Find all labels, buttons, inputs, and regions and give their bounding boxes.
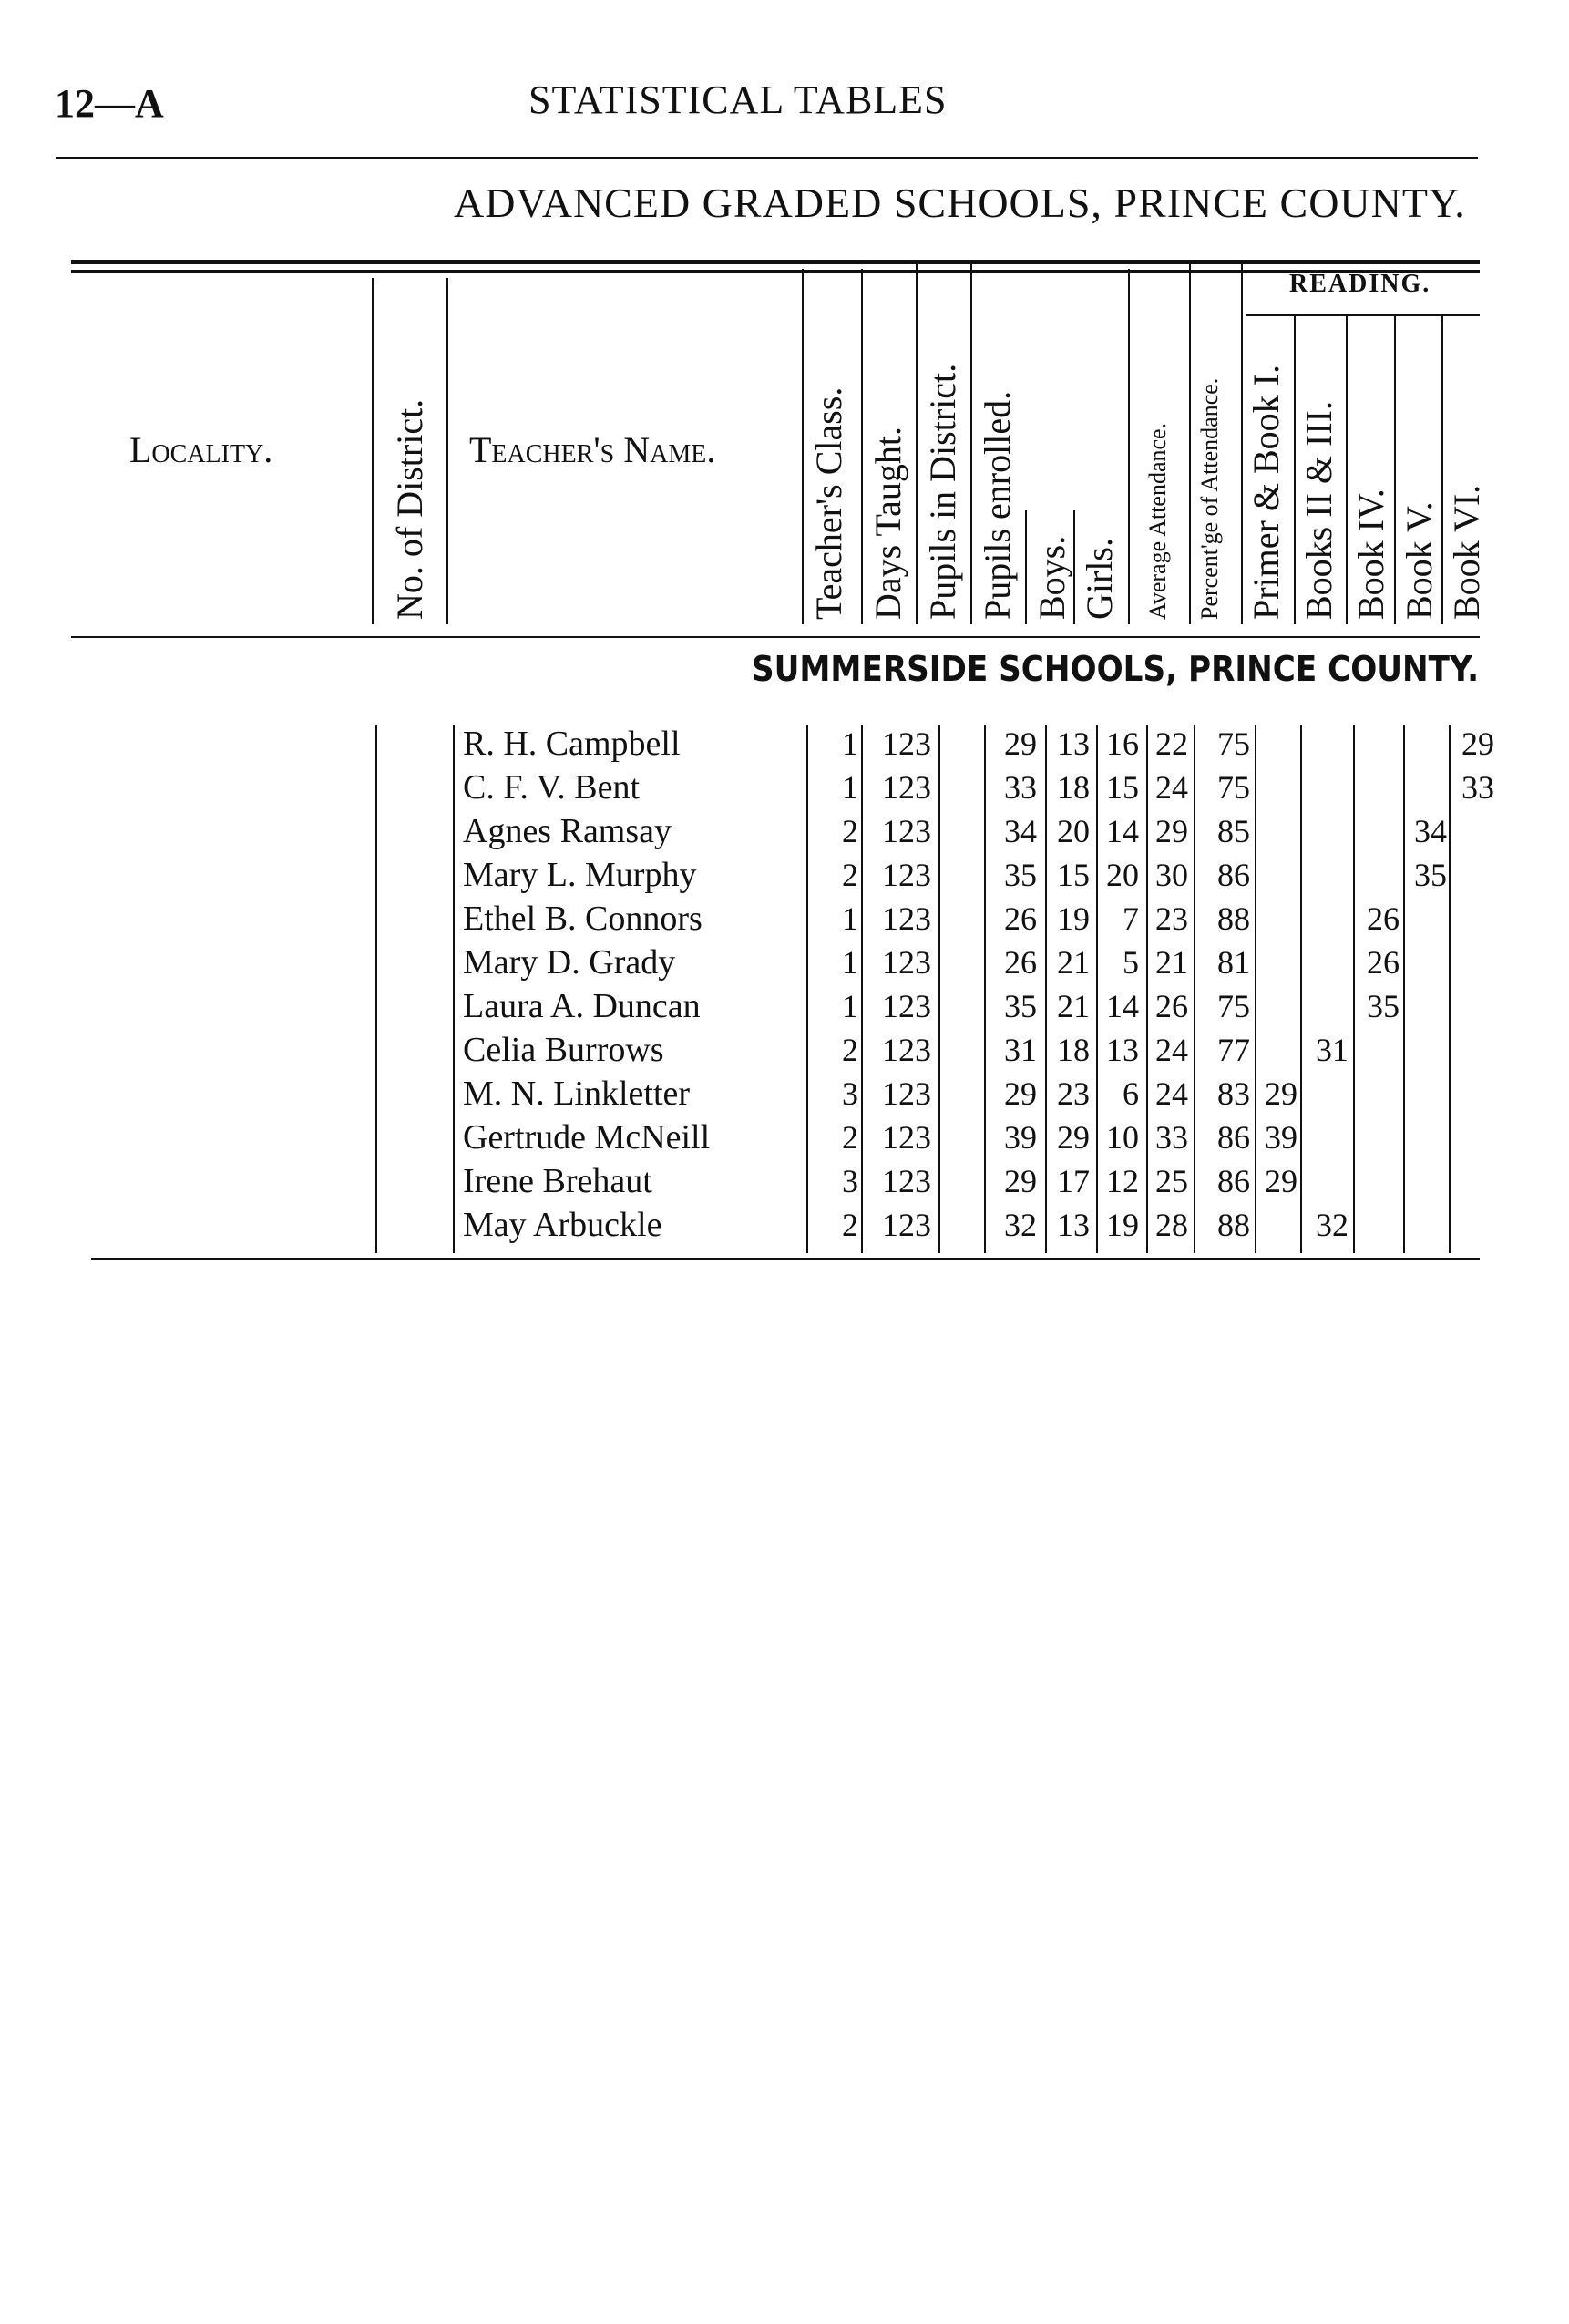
hdr-divider — [1294, 314, 1296, 624]
days-cell: 123 — [882, 1075, 931, 1112]
hdr-divider — [446, 278, 448, 624]
body-divider — [1255, 725, 1256, 1253]
hdr-divider — [970, 260, 972, 624]
header-book-6: Book VI. — [1446, 484, 1487, 620]
avg-cell: 26 — [1155, 988, 1188, 1024]
days-cell: 123 — [882, 1207, 931, 1243]
hdr-divider — [1025, 510, 1027, 624]
days-cell: 123 — [882, 1032, 931, 1068]
body-divider — [984, 725, 986, 1253]
avg-cell: 24 — [1155, 1032, 1188, 1068]
girls-cell: 14 — [1106, 988, 1139, 1024]
days-cell: 123 — [882, 857, 931, 893]
b5-cell: 34 — [1414, 813, 1447, 849]
header-class: Teacher's Class. — [808, 386, 849, 620]
avg-cell: 30 — [1155, 857, 1188, 893]
hdr-divider — [1128, 269, 1130, 624]
boys-cell: 20 — [1057, 813, 1090, 849]
girls-cell: 14 — [1106, 813, 1139, 849]
pct-cell: 77 — [1217, 1032, 1250, 1068]
enrolled-cell: 31 — [1004, 1032, 1037, 1068]
teacher-name-cell: R. H. Campbell — [463, 725, 681, 763]
days-cell: 123 — [882, 769, 931, 806]
pct-cell: 86 — [1217, 1163, 1250, 1199]
header-days: Days Taught. — [867, 427, 908, 620]
teacher-name-cell: Irene Brehaut — [463, 1162, 652, 1200]
header-girls: Girls. — [1079, 538, 1120, 620]
pct-cell: 86 — [1217, 1119, 1250, 1156]
body-divider — [1403, 725, 1405, 1253]
avg-cell: 22 — [1155, 725, 1188, 762]
table-top-rule-2 — [71, 270, 1480, 273]
primer-cell: 39 — [1265, 1119, 1297, 1156]
body-divider — [375, 725, 377, 1253]
class-cell: 3 — [842, 1163, 858, 1199]
pct-cell: 86 — [1217, 857, 1250, 893]
teacher-name-cell: C. F. V. Bent — [463, 768, 641, 807]
avg-cell: 24 — [1155, 1075, 1188, 1112]
body-divider — [1096, 725, 1098, 1253]
girls-cell: 13 — [1106, 1032, 1139, 1068]
class-cell: 1 — [842, 725, 858, 762]
class-cell: 1 — [842, 900, 858, 937]
pct-cell: 75 — [1217, 725, 1250, 762]
boys-cell: 13 — [1057, 725, 1090, 762]
pct-cell: 88 — [1217, 900, 1250, 937]
hdr-divider — [1394, 314, 1396, 624]
body-divider — [1194, 725, 1195, 1253]
primer-cell: 29 — [1265, 1163, 1297, 1199]
girls-cell: 19 — [1106, 1207, 1139, 1243]
days-cell: 123 — [882, 1119, 931, 1156]
avg-cell: 23 — [1155, 900, 1188, 937]
pct-cell: 75 — [1217, 988, 1250, 1024]
b6-cell: 33 — [1461, 769, 1494, 806]
enrolled-cell: 26 — [1004, 900, 1037, 937]
avg-cell: 28 — [1155, 1207, 1188, 1243]
body-divider — [1353, 725, 1355, 1253]
avg-cell: 21 — [1155, 944, 1188, 981]
class-cell: 3 — [842, 1075, 858, 1112]
header-bottom-rule — [71, 636, 1480, 638]
hdr-divider — [1346, 314, 1348, 624]
teacher-name-cell: Mary L. Murphy — [463, 856, 697, 894]
header-avg: Average Attendance. — [1144, 422, 1171, 620]
header-reading: READING. — [1289, 270, 1431, 298]
avg-cell: 33 — [1155, 1119, 1188, 1156]
hdr-divider — [1241, 260, 1243, 624]
b23-cell: 31 — [1316, 1032, 1349, 1068]
class-cell: 1 — [842, 988, 858, 1024]
header-book-5: Book V. — [1399, 501, 1440, 620]
boys-cell: 15 — [1057, 857, 1090, 893]
enrolled-cell: 35 — [1004, 988, 1037, 1024]
teacher-name-cell: Celia Burrows — [463, 1031, 664, 1069]
section-title: SUMMERSIDE SCHOOLS, PRINCE COUNTY. — [752, 649, 1480, 689]
girls-cell: 16 — [1106, 725, 1139, 762]
hdr-divider — [1441, 314, 1443, 624]
enrolled-cell: 29 — [1004, 725, 1037, 762]
boys-cell: 23 — [1057, 1075, 1090, 1112]
hdr-divider — [372, 278, 374, 624]
pct-cell: 81 — [1217, 944, 1250, 981]
header-district: No. of District. — [389, 398, 430, 620]
hdr-divider — [861, 269, 863, 624]
primer-cell: 29 — [1265, 1075, 1297, 1112]
header-boys: Boys. — [1031, 535, 1072, 620]
pct-cell: 85 — [1217, 813, 1250, 849]
girls-cell: 12 — [1106, 1163, 1139, 1199]
teacher-name-cell: Mary D. Grady — [463, 943, 676, 982]
body-divider — [938, 725, 940, 1253]
pct-cell: 83 — [1217, 1075, 1250, 1112]
days-cell: 123 — [882, 988, 931, 1024]
body-divider — [861, 725, 863, 1253]
boys-cell: 18 — [1057, 1032, 1090, 1068]
b4-cell: 26 — [1367, 900, 1400, 937]
avg-cell: 25 — [1155, 1163, 1188, 1199]
header-rule — [56, 157, 1478, 159]
class-cell: 2 — [842, 1032, 858, 1068]
b23-cell: 32 — [1316, 1207, 1349, 1243]
table-bottom-rule — [91, 1258, 1480, 1260]
days-cell: 123 — [882, 944, 931, 981]
class-cell: 1 — [842, 944, 858, 981]
class-cell: 1 — [842, 769, 858, 806]
header-enrolled: Pupils enrolled. — [977, 390, 1018, 620]
girls-cell: 20 — [1106, 857, 1139, 893]
teacher-name-cell: Laura A. Duncan — [463, 987, 701, 1025]
header-pupils-district: Pupils in District. — [922, 363, 963, 620]
avg-cell: 24 — [1155, 769, 1188, 806]
table-title: ADVANCED GRADED SCHOOLS, PRINCE COUNTY. — [454, 180, 1466, 226]
teacher-name-cell: May Arbuckle — [463, 1206, 662, 1244]
class-cell: 2 — [842, 1207, 858, 1243]
girls-cell: 10 — [1106, 1119, 1139, 1156]
enrolled-cell: 34 — [1004, 813, 1037, 849]
enrolled-cell: 33 — [1004, 769, 1037, 806]
body-divider — [453, 725, 455, 1253]
hdr-divider — [802, 269, 804, 624]
enrolled-cell: 39 — [1004, 1119, 1037, 1156]
boys-cell: 19 — [1057, 900, 1090, 937]
days-cell: 123 — [882, 1163, 931, 1199]
teacher-name-cell: M. N. Linkletter — [463, 1075, 691, 1113]
teacher-name-cell: Agnes Ramsay — [463, 812, 672, 850]
boys-cell: 29 — [1057, 1119, 1090, 1156]
enrolled-cell: 29 — [1004, 1163, 1037, 1199]
header-locality: Locality. — [129, 429, 273, 470]
reading-rule — [1246, 314, 1480, 316]
body-divider — [1300, 725, 1302, 1253]
girls-cell: 7 — [1123, 900, 1139, 937]
boys-cell: 18 — [1057, 769, 1090, 806]
class-cell: 2 — [842, 1119, 858, 1156]
body-divider — [1146, 725, 1148, 1253]
pct-cell: 75 — [1217, 769, 1250, 806]
b4-cell: 26 — [1367, 944, 1400, 981]
hdr-divider — [916, 260, 918, 624]
avg-cell: 29 — [1155, 813, 1188, 849]
table-top-rule — [71, 260, 1480, 264]
page-number: 12—A — [55, 81, 164, 126]
girls-cell: 6 — [1123, 1075, 1139, 1112]
b4-cell: 35 — [1367, 988, 1400, 1024]
teacher-name-cell: Ethel B. Connors — [463, 900, 702, 938]
teacher-name-cell: Gertrude McNeill — [463, 1118, 711, 1157]
header-book-4: Book IV. — [1350, 488, 1391, 620]
header-pct: Percent'ge of Attendance. — [1196, 377, 1223, 620]
boys-cell: 21 — [1057, 988, 1090, 1024]
boys-cell: 21 — [1057, 944, 1090, 981]
b6-cell: 29 — [1461, 725, 1494, 762]
days-cell: 123 — [882, 900, 931, 937]
hdr-divider — [1073, 510, 1075, 624]
header-books-2-3: Books II & III. — [1298, 401, 1339, 620]
girls-cell: 15 — [1106, 769, 1139, 806]
boys-cell: 17 — [1057, 1163, 1090, 1199]
hdr-divider — [1189, 260, 1191, 624]
class-cell: 2 — [842, 857, 858, 893]
enrolled-cell: 35 — [1004, 857, 1037, 893]
b5-cell: 35 — [1414, 857, 1447, 893]
body-divider — [1045, 725, 1047, 1253]
boys-cell: 13 — [1057, 1207, 1090, 1243]
enrolled-cell: 32 — [1004, 1207, 1037, 1243]
enrolled-cell: 26 — [1004, 944, 1037, 981]
class-cell: 2 — [842, 813, 858, 849]
girls-cell: 5 — [1123, 944, 1139, 981]
header-teacher: Teacher's Name. — [469, 429, 716, 470]
body-divider — [806, 725, 808, 1253]
header-primer: Primer & Book I. — [1246, 365, 1287, 620]
body-divider — [1449, 725, 1451, 1253]
running-title: STATISTICAL TABLES — [528, 77, 948, 122]
days-cell: 123 — [882, 813, 931, 849]
days-cell: 123 — [882, 725, 931, 762]
enrolled-cell: 29 — [1004, 1075, 1037, 1112]
pct-cell: 88 — [1217, 1207, 1250, 1243]
